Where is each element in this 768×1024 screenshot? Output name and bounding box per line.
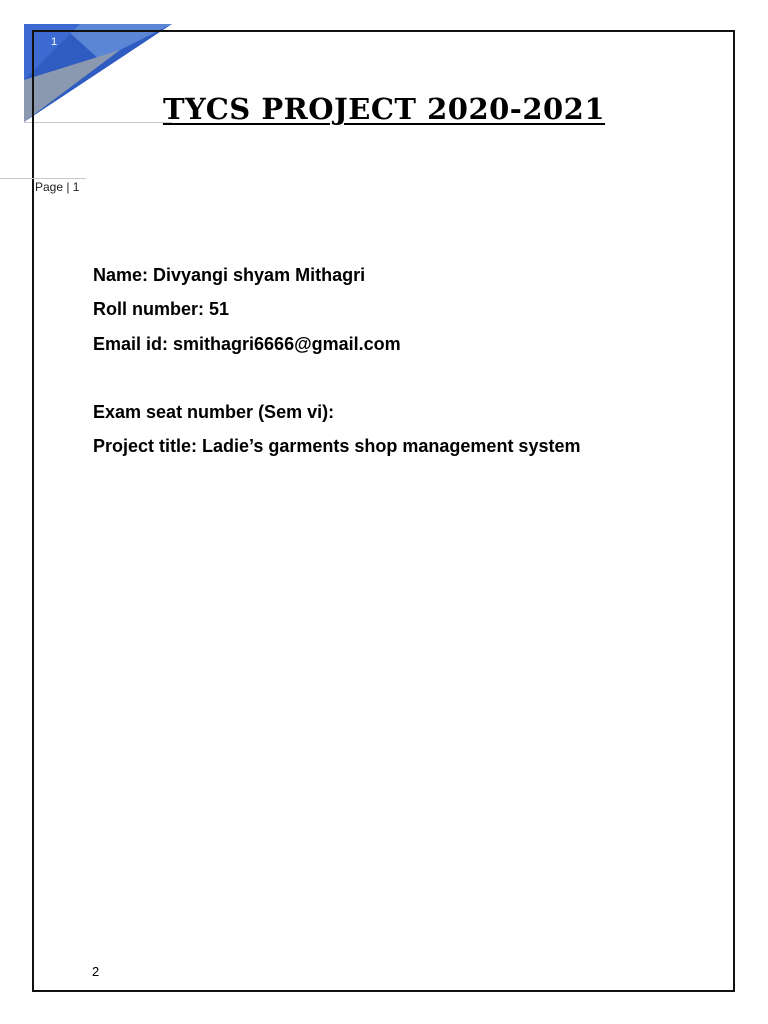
document-title-container: [0, 92, 768, 126]
page-label-divider: [0, 178, 86, 179]
corner-page-number: 1: [51, 36, 58, 48]
roll-number: Roll number: 51: [93, 299, 230, 319]
page-border: [32, 30, 735, 992]
footer-page-number: 2: [92, 964, 100, 979]
student-name: Name: Divyangi shyam Mithagri: [93, 265, 366, 285]
email-id: Email id: smithagri6666@gmail.com: [93, 334, 401, 354]
project-title: Project title: Ladie’s garments shop management system: [93, 436, 581, 456]
document-title: TYCS PROJECT 2020-2021: [162, 92, 606, 126]
page-label: Page | 1: [35, 180, 80, 194]
exam-seat-number: Exam seat number (Sem vi):: [93, 402, 335, 422]
